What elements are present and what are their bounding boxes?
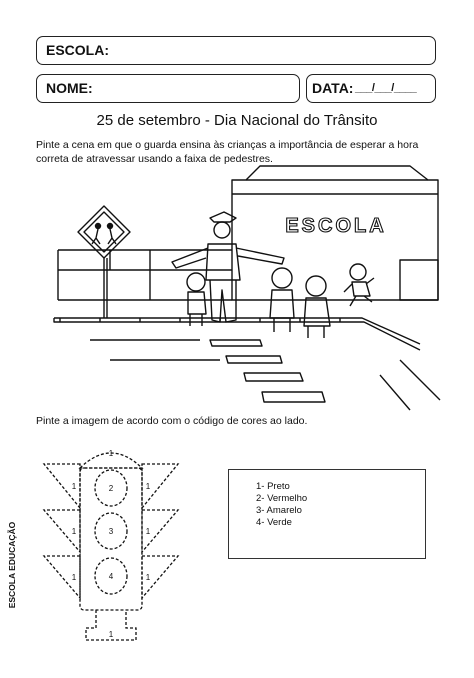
region-label-right-2: 1 [145,527,151,536]
region-label-bottom: 1 [108,630,114,639]
nome-label: NOME: [46,80,93,96]
page-title: 25 de setembro - Dia Nacional do Trânsito [96,112,378,129]
region-label-top: 1 [108,449,114,458]
scene-instruction: Pinte a cena em que o guarda ensina às crianças a importância de esperar a hora correta de atravessar usando a faixa de pedestres. [36,139,419,165]
data-label: DATA: [312,80,354,96]
side-brand-text: ESCOLA EDUCAÇÃO [7,521,17,609]
legend-item: 2- Vermelho [256,493,308,504]
region-label-left-3: 1 [71,573,77,582]
color-instruction: Pinte a imagem de acordo com o código de cores ao lado. [36,415,308,427]
legend-item: 3- Amarelo [256,505,302,516]
light-label-3: 4 [108,572,114,581]
light-label-1: 2 [108,484,114,493]
color-legend [228,469,426,559]
region-label-right-3: 1 [145,573,151,582]
escola-label: ESCOLA: [46,42,109,58]
school-sign: ESCOLA [285,215,387,237]
region-label-left-1: 1 [71,482,77,491]
legend-item: 1- Preto [256,481,290,492]
legend-item: 4- Verde [256,517,292,528]
region-label-right-1: 1 [145,482,151,491]
light-label-2: 3 [108,527,114,536]
data-blanks: ___/___/____ [355,82,417,94]
side-brand [4,520,20,610]
region-label-left-2: 1 [71,527,77,536]
